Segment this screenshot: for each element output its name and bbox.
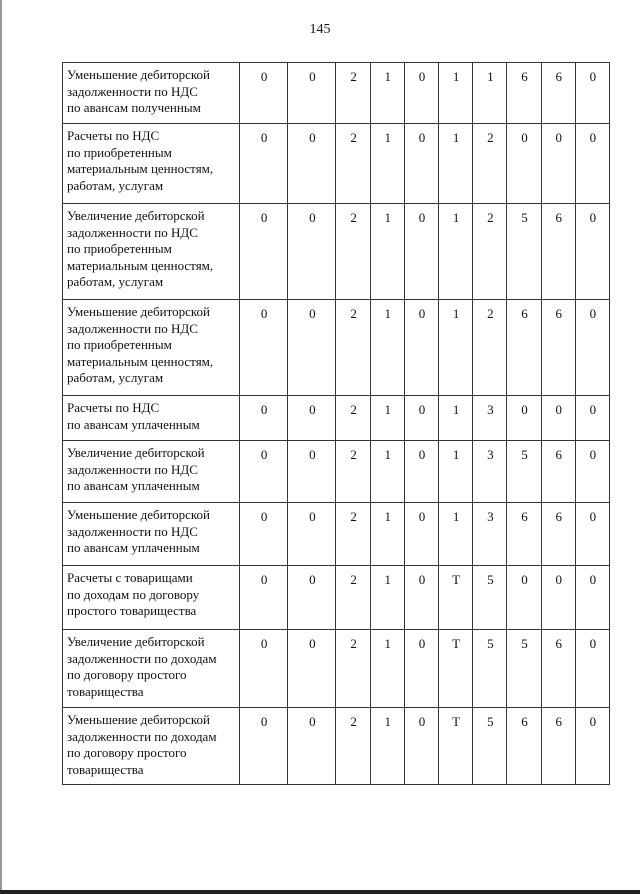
- code-digit-cell: 6: [541, 63, 575, 124]
- account-name-cell: Увеличение дебиторской задолженности по НДС по авансам уплаченным: [63, 441, 240, 503]
- code-digit-cell: 6: [507, 63, 541, 124]
- code-digit-cell: 1: [370, 396, 404, 441]
- code-digit-cell: Т: [439, 630, 473, 708]
- code-digit-cell: 0: [404, 63, 438, 124]
- code-digit-cell: 3: [473, 396, 507, 441]
- code-digit-cell: 2: [336, 63, 370, 124]
- code-digit-cell: 0: [507, 566, 541, 630]
- code-digit-cell: 0: [575, 630, 609, 708]
- code-digit-cell: Т: [439, 566, 473, 630]
- code-digit-cell: 0: [404, 204, 438, 300]
- code-digit-cell: 6: [507, 300, 541, 396]
- code-digit-cell: 0: [541, 566, 575, 630]
- code-digit-cell: 0: [288, 396, 336, 441]
- code-digit-cell: 1: [370, 566, 404, 630]
- code-digit-cell: 2: [336, 630, 370, 708]
- code-digit-cell: 0: [575, 441, 609, 503]
- code-digit-cell: 1: [370, 708, 404, 785]
- code-digit-cell: 0: [288, 124, 336, 204]
- code-digit-cell: 0: [239, 630, 287, 708]
- table-row: [63, 566, 610, 630]
- code-digit-cell: 1: [439, 503, 473, 566]
- table-row: [63, 204, 610, 300]
- code-digit-cell: 0: [404, 630, 438, 708]
- code-digit-cell: 1: [370, 503, 404, 566]
- code-digit-cell: 1: [370, 204, 404, 300]
- code-digit-cell: 0: [288, 708, 336, 785]
- code-digit-cell: 0: [239, 300, 287, 396]
- code-digit-cell: 0: [239, 396, 287, 441]
- code-digit-cell: 0: [404, 300, 438, 396]
- ledger-body: [63, 63, 610, 785]
- code-digit-cell: 0: [288, 63, 336, 124]
- code-digit-cell: 2: [336, 503, 370, 566]
- code-digit-cell: 0: [404, 124, 438, 204]
- code-digit-cell: 2: [336, 300, 370, 396]
- code-digit-cell: 5: [507, 204, 541, 300]
- code-digit-cell: 0: [239, 566, 287, 630]
- table-row: [63, 708, 610, 785]
- code-digit-cell: 0: [404, 708, 438, 785]
- code-digit-cell: 0: [507, 124, 541, 204]
- code-digit-cell: 1: [439, 204, 473, 300]
- code-digit-cell: 5: [473, 708, 507, 785]
- code-digit-cell: 2: [336, 708, 370, 785]
- table-row: [63, 300, 610, 396]
- code-digit-cell: 0: [404, 503, 438, 566]
- code-digit-cell: 6: [507, 708, 541, 785]
- code-digit-cell: Т: [439, 708, 473, 785]
- code-digit-cell: 0: [288, 630, 336, 708]
- account-name-cell: Увеличение дебиторской задолженности по доходам по договору простого товарищества: [63, 630, 240, 708]
- code-digit-cell: 1: [439, 396, 473, 441]
- code-digit-cell: 3: [473, 503, 507, 566]
- code-digit-cell: 1: [370, 63, 404, 124]
- ledger-table: [62, 62, 610, 785]
- account-name-cell: Расчеты по НДС по приобретенным материальным ценностям, работам, услугам: [63, 124, 240, 204]
- code-digit-cell: 0: [239, 441, 287, 503]
- code-digit-cell: 5: [507, 630, 541, 708]
- code-digit-cell: 2: [473, 300, 507, 396]
- account-name-cell: Уменьшение дебиторской задолженности по НДС по приобретенным материальным ценностям, работам, услугам: [63, 300, 240, 396]
- code-digit-cell: 1: [370, 630, 404, 708]
- code-digit-cell: 0: [239, 503, 287, 566]
- code-digit-cell: 0: [239, 63, 287, 124]
- code-digit-cell: 6: [541, 708, 575, 785]
- account-name-cell: Уменьшение дебиторской задолженности по НДС по авансам уплаченным: [63, 503, 240, 566]
- page-number: 145: [309, 22, 331, 37]
- code-digit-cell: 5: [507, 441, 541, 503]
- account-name-cell: Уменьшение дебиторской задолженности по доходам по договору простого товарищества: [63, 708, 240, 785]
- code-digit-cell: 0: [541, 124, 575, 204]
- code-digit-cell: 1: [473, 63, 507, 124]
- code-digit-cell: 3: [473, 441, 507, 503]
- code-digit-cell: 0: [575, 63, 609, 124]
- code-digit-cell: 0: [575, 396, 609, 441]
- code-digit-cell: 6: [541, 630, 575, 708]
- code-digit-cell: 0: [575, 300, 609, 396]
- code-digit-cell: 0: [404, 396, 438, 441]
- code-digit-cell: 0: [404, 566, 438, 630]
- code-digit-cell: 1: [439, 441, 473, 503]
- code-digit-cell: 1: [439, 300, 473, 396]
- table-row: [63, 441, 610, 503]
- account-name-cell: Расчеты с товарищами по доходам по договору простого товарищества: [63, 566, 240, 630]
- code-digit-cell: 2: [336, 566, 370, 630]
- code-digit-cell: 0: [288, 566, 336, 630]
- code-digit-cell: 0: [575, 566, 609, 630]
- account-name-cell: Уменьшение дебиторской задолженности по НДС по авансам полученным: [63, 63, 240, 124]
- code-digit-cell: 1: [370, 124, 404, 204]
- code-digit-cell: 0: [288, 300, 336, 396]
- table-row: [63, 630, 610, 708]
- code-digit-cell: 5: [473, 566, 507, 630]
- code-digit-cell: 5: [473, 630, 507, 708]
- table-row: [63, 124, 610, 204]
- code-digit-cell: 0: [288, 204, 336, 300]
- code-digit-cell: 6: [541, 204, 575, 300]
- code-digit-cell: 0: [575, 708, 609, 785]
- code-digit-cell: 0: [239, 124, 287, 204]
- code-digit-cell: 0: [575, 204, 609, 300]
- code-digit-cell: 0: [239, 708, 287, 785]
- code-digit-cell: 0: [239, 204, 287, 300]
- code-digit-cell: 1: [370, 300, 404, 396]
- code-digit-cell: 6: [541, 300, 575, 396]
- account-name-cell: Увеличение дебиторской задолженности по НДС по приобретенным материальным ценностям, работам, услугам: [63, 204, 240, 300]
- code-digit-cell: 0: [575, 503, 609, 566]
- code-digit-cell: 2: [336, 396, 370, 441]
- code-digit-cell: 0: [288, 441, 336, 503]
- code-digit-cell: 2: [336, 441, 370, 503]
- code-digit-cell: 0: [575, 124, 609, 204]
- code-digit-cell: 0: [288, 503, 336, 566]
- scan-edge-bottom: [0, 890, 640, 894]
- code-digit-cell: 2: [473, 204, 507, 300]
- code-digit-cell: 1: [370, 441, 404, 503]
- code-digit-cell: 2: [336, 124, 370, 204]
- table-row: [63, 63, 610, 124]
- code-digit-cell: 2: [336, 204, 370, 300]
- code-digit-cell: 1: [439, 63, 473, 124]
- table-row: [63, 503, 610, 566]
- account-name-cell: Расчеты по НДС по авансам уплаченным: [63, 396, 240, 441]
- scan-edge-left: [0, 0, 2, 894]
- code-digit-cell: 6: [541, 503, 575, 566]
- code-digit-cell: 2: [473, 124, 507, 204]
- code-digit-cell: 6: [541, 441, 575, 503]
- code-digit-cell: 0: [404, 441, 438, 503]
- code-digit-cell: 1: [439, 124, 473, 204]
- code-digit-cell: 0: [541, 396, 575, 441]
- code-digit-cell: 0: [507, 396, 541, 441]
- table-row: [63, 396, 610, 441]
- code-digit-cell: 6: [507, 503, 541, 566]
